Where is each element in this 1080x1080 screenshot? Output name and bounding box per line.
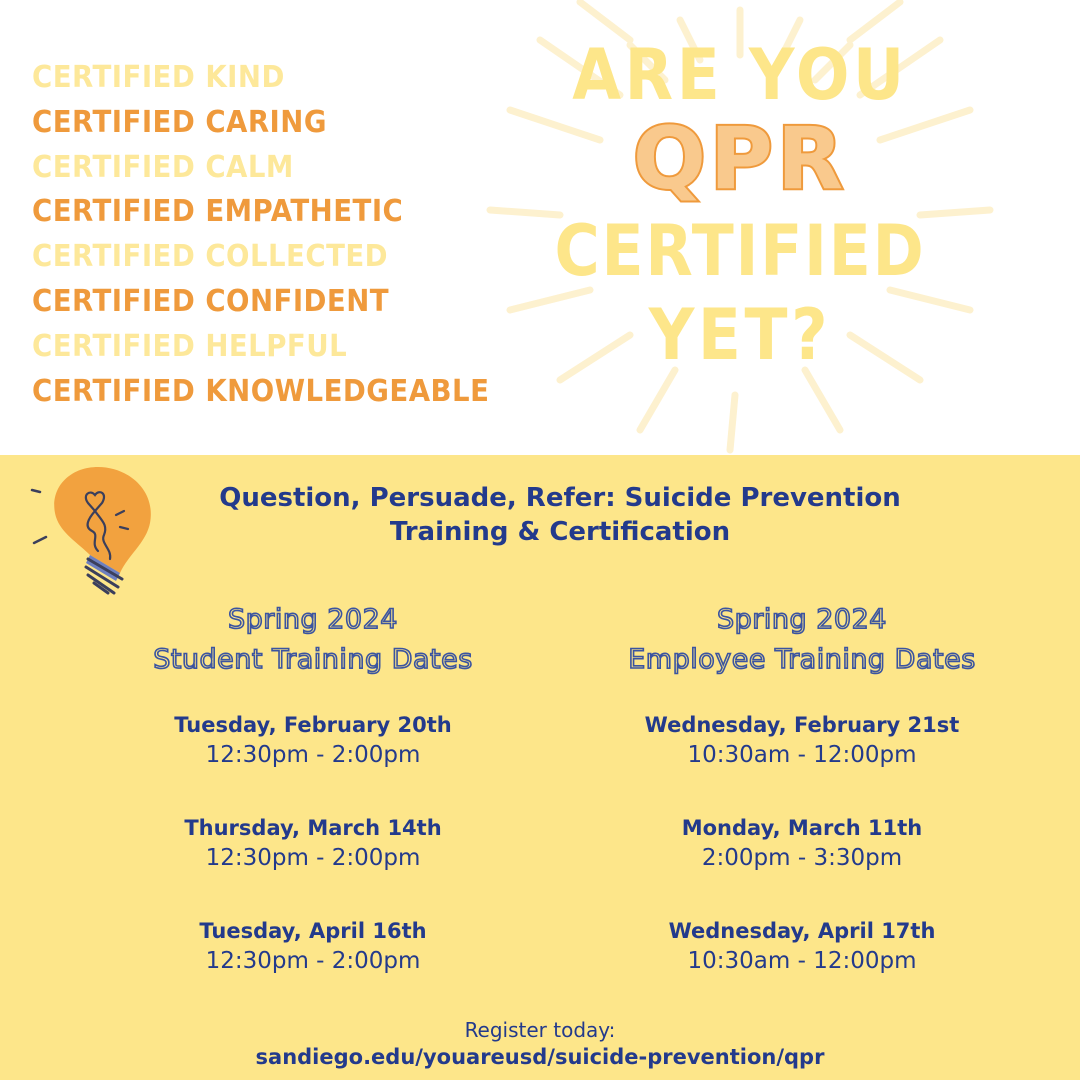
training-title-line-2: Training & Certification [389, 517, 731, 547]
student-heading [83, 600, 543, 680]
session-time: 12:30pm - 2:00pm [205, 845, 421, 871]
headline-line-yet: YET? [648, 294, 832, 376]
session-day: Monday, March 11th [681, 816, 923, 840]
student-session [83, 916, 543, 1019]
certified-quality-item: CERTIFIED COLLECTED [32, 239, 389, 275]
employee-dates-column [572, 600, 1032, 974]
session-time: 12:30pm - 2:00pm [205, 948, 421, 974]
session-time: 12:30pm - 2:00pm [205, 742, 421, 768]
headline [520, 34, 960, 376]
student-sessions-list [83, 710, 543, 1019]
student-session [83, 813, 543, 916]
employee-session [572, 813, 1032, 916]
headline-line-certified: CERTIFIED [554, 210, 926, 292]
session-day: Wednesday, April 17th [668, 919, 936, 943]
session-day: Tuesday, April 16th [199, 919, 427, 943]
student-heading-label: Student Training Dates [153, 644, 473, 675]
session-time: 2:00pm - 3:30pm [701, 845, 903, 871]
session-day: Thursday, March 14th [184, 816, 442, 840]
headline-line-qpr: QPR [632, 109, 848, 209]
headline-line-are-you: ARE YOU [572, 34, 908, 116]
certified-quality-item: CERTIFIED KNOWLEDGEABLE [32, 373, 490, 409]
certified-quality-item: CERTIFIED CONFIDENT [32, 283, 390, 319]
certified-quality-item: CERTIFIED HELPFUL [32, 328, 348, 364]
training-title-line-1: Question, Persuade, Refer: Suicide Prevention [219, 483, 901, 513]
employee-heading-term: Spring 2024 [717, 604, 887, 635]
session-time: 10:30am - 12:00pm [687, 742, 917, 768]
bottom-section [0, 455, 1080, 1080]
session-day: Tuesday, February 20th [174, 713, 452, 737]
certified-quality-item: CERTIFIED CARING [32, 104, 327, 140]
register-label: Register today: [464, 1018, 616, 1042]
student-dates-column [83, 600, 543, 974]
student-heading-term: Spring 2024 [228, 604, 398, 635]
certified-quality-item: CERTIFIED EMPATHETIC [32, 194, 404, 230]
lightbulb-icon [28, 455, 178, 605]
register-block [140, 1017, 940, 1071]
training-title [160, 481, 960, 549]
employee-session [572, 710, 1032, 813]
employee-heading [572, 600, 1032, 680]
employee-sessions-list [572, 710, 1032, 1019]
certified-quality-item: CERTIFIED KIND [32, 60, 285, 95]
employee-heading-label: Employee Training Dates [628, 644, 976, 675]
student-session [83, 710, 543, 813]
register-link[interactable]: sandiego.edu/youareusd/suicide-prevention/qpr [255, 1045, 825, 1069]
session-time: 10:30am - 12:00pm [687, 948, 917, 974]
session-day: Wednesday, February 21st [644, 713, 960, 737]
top-section [0, 0, 1080, 455]
certified-qualities-list [32, 56, 529, 414]
employee-session [572, 916, 1032, 1019]
certified-quality-item: CERTIFIED CALM [32, 149, 294, 185]
